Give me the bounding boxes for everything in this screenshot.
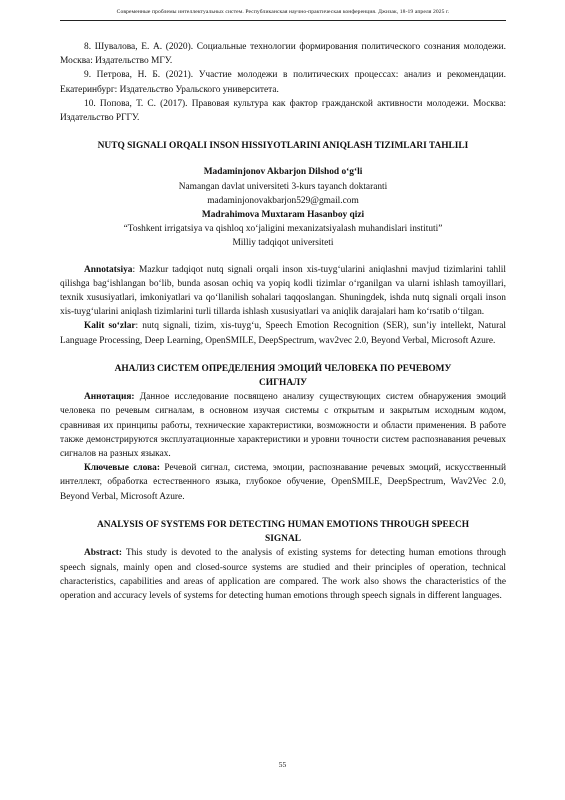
author1-email: madaminjonovakbarjon529@gmail.com [207,195,359,206]
author2-affiliation-line2: Milliy tadqiqot universiteti [232,238,334,249]
author2-name: Madrahimova Muxtaram Hasanboy qizi [201,210,365,221]
reference-item: 9. Петрова, Н. Б. (2021). Участие молодежи в политических процессах: анализ и рекомендации. Екатеринбург: Издательство Уральского университета. [60,70,506,95]
en-abstract-label: Abstract: [84,548,123,559]
uz-abstract-text: : Mazkur tadqiqot nutq signali orqali inson xis-tuyg‘ularini aniqlashni mavjud tizimlarini tahlil qilishga bag‘ishlangan bo‘lib, bunda asosan ochiq va yopiq kodli tizimlar o‘rganilgan va ularni ishlash tamoyillari, texnik xususiyatlari, imkoniyatlari va qo‘llanilish sohalari taqqoslangan. Shuningdek, ishda nutq signali orqali inson xis-tuyg‘ularini aniqlash tizimlarini turli tillarda ishlash xususiyatlari va aniqlik darajalari ham ko‘rsatib o‘tilgan. [60,264,506,318]
en-paper-title: ANALYSIS OF SYSTEMS FOR DETECTING HUMAN EMOTIONS THROUGH SPEECH SIGNAL [96,519,470,545]
author1-affiliation: Namangan davlat universiteti 3-kurs tayanch doktaranti [178,181,388,192]
uz-keywords-label: Kalit so‘zlar [84,321,136,332]
reference-item: 8. Шувалова, Е. А. (2020). Социальные технологии формирования политического сознания молодежи. Москва: Издательство МГУ. [60,42,506,67]
author2-affiliation-line1: “Toshkent irrigatsiya va qishloq xo‘jaligini mexanizatsiyalash muhandislari instituti” [123,224,443,235]
en-abstract [60,546,506,603]
page-number: 55 [278,760,287,769]
ru-keywords [60,461,506,504]
english-section [60,518,506,603]
author1-name: Madaminjonov Akbarjon Dilshod o‘g‘li [203,167,363,178]
en-abstract-text: This study is devoted to the analysis of existing systems for detecting human emotions through speech signals, mainly open and closed-source systems are studied and their principles of operation, technical characteristics, capabilities and areas of application are compared. The work also shows the characteristics of the operation and accuracy levels of systems for detecting human emotions through speech signals in different languages. [60,548,506,601]
uz-paper-title: NUTQ SIGNALI ORQALI INSON HISSIYOTLARINI ANIQLASH TIZIMLARI TAHLILI [97,141,469,152]
header-divider [60,20,506,21]
ru-paper-title: АНАЛИЗ СИСТЕМ ОПРЕДЕЛЕНИЯ ЭМОЦИЙ ЧЕЛОВЕКА ПО РЕЧЕВОМУ СИГНАЛУ [114,363,452,389]
ru-keywords-label: Ключевые слова: [84,463,160,474]
running-header: Современные проблемы интеллектуальных систем. Республиканская научно-практическая конференция. Джизак, 18-19 апреля 2025 г. [116,9,450,15]
ru-abstract [60,390,506,461]
page-content [60,40,506,603]
reference-item: 10. Попова, Т. С. (2017). Правовая культура как фактор гражданской активности молодежи. Москва: Издательство РГГУ. [60,98,506,124]
ru-abstract-label: Аннотация: [84,392,135,403]
uz-abstract-label: Annotatsiya [84,264,133,275]
reference-list [60,40,506,125]
uz-abstract [60,263,506,320]
uzbek-section [60,139,506,348]
uz-keywords-text: : nutq signali, tizim, xis-tuyg‘u, Speech Emotion Recognition (SER), sun’iy intellekt, Natural Language Processing, Deep Learning, OpenSMILE, DeepSpectrum, wav2vec 2.0, Beyond Verbal, Microsoft Azure. [60,321,506,346]
ru-keywords-text: Речевой сигнал, система, эмоции, распознавание речевых эмоций, искусственный интеллект, обработка естественного языка, глубокое обучение, OpenSMILE, DeepSpectrum, Wav2Vec 2.0, Beyond Verbal, Microsoft Azure. [60,463,506,502]
russian-section [60,362,506,504]
uz-keywords [60,319,506,347]
ru-abstract-text: Данное исследование посвящено анализу существующих систем обнаружения эмоций человека по речевым сигналам, в основном изучая системы с открытым и закрытым исходным кодом, сравнивая их принципы работы, технические характеристики, возможности и области применения. В работе также демонстрируются эксплуатационные характеристики и уровни точности систем распознавания речевых сигналов на разных языках. [60,392,506,460]
